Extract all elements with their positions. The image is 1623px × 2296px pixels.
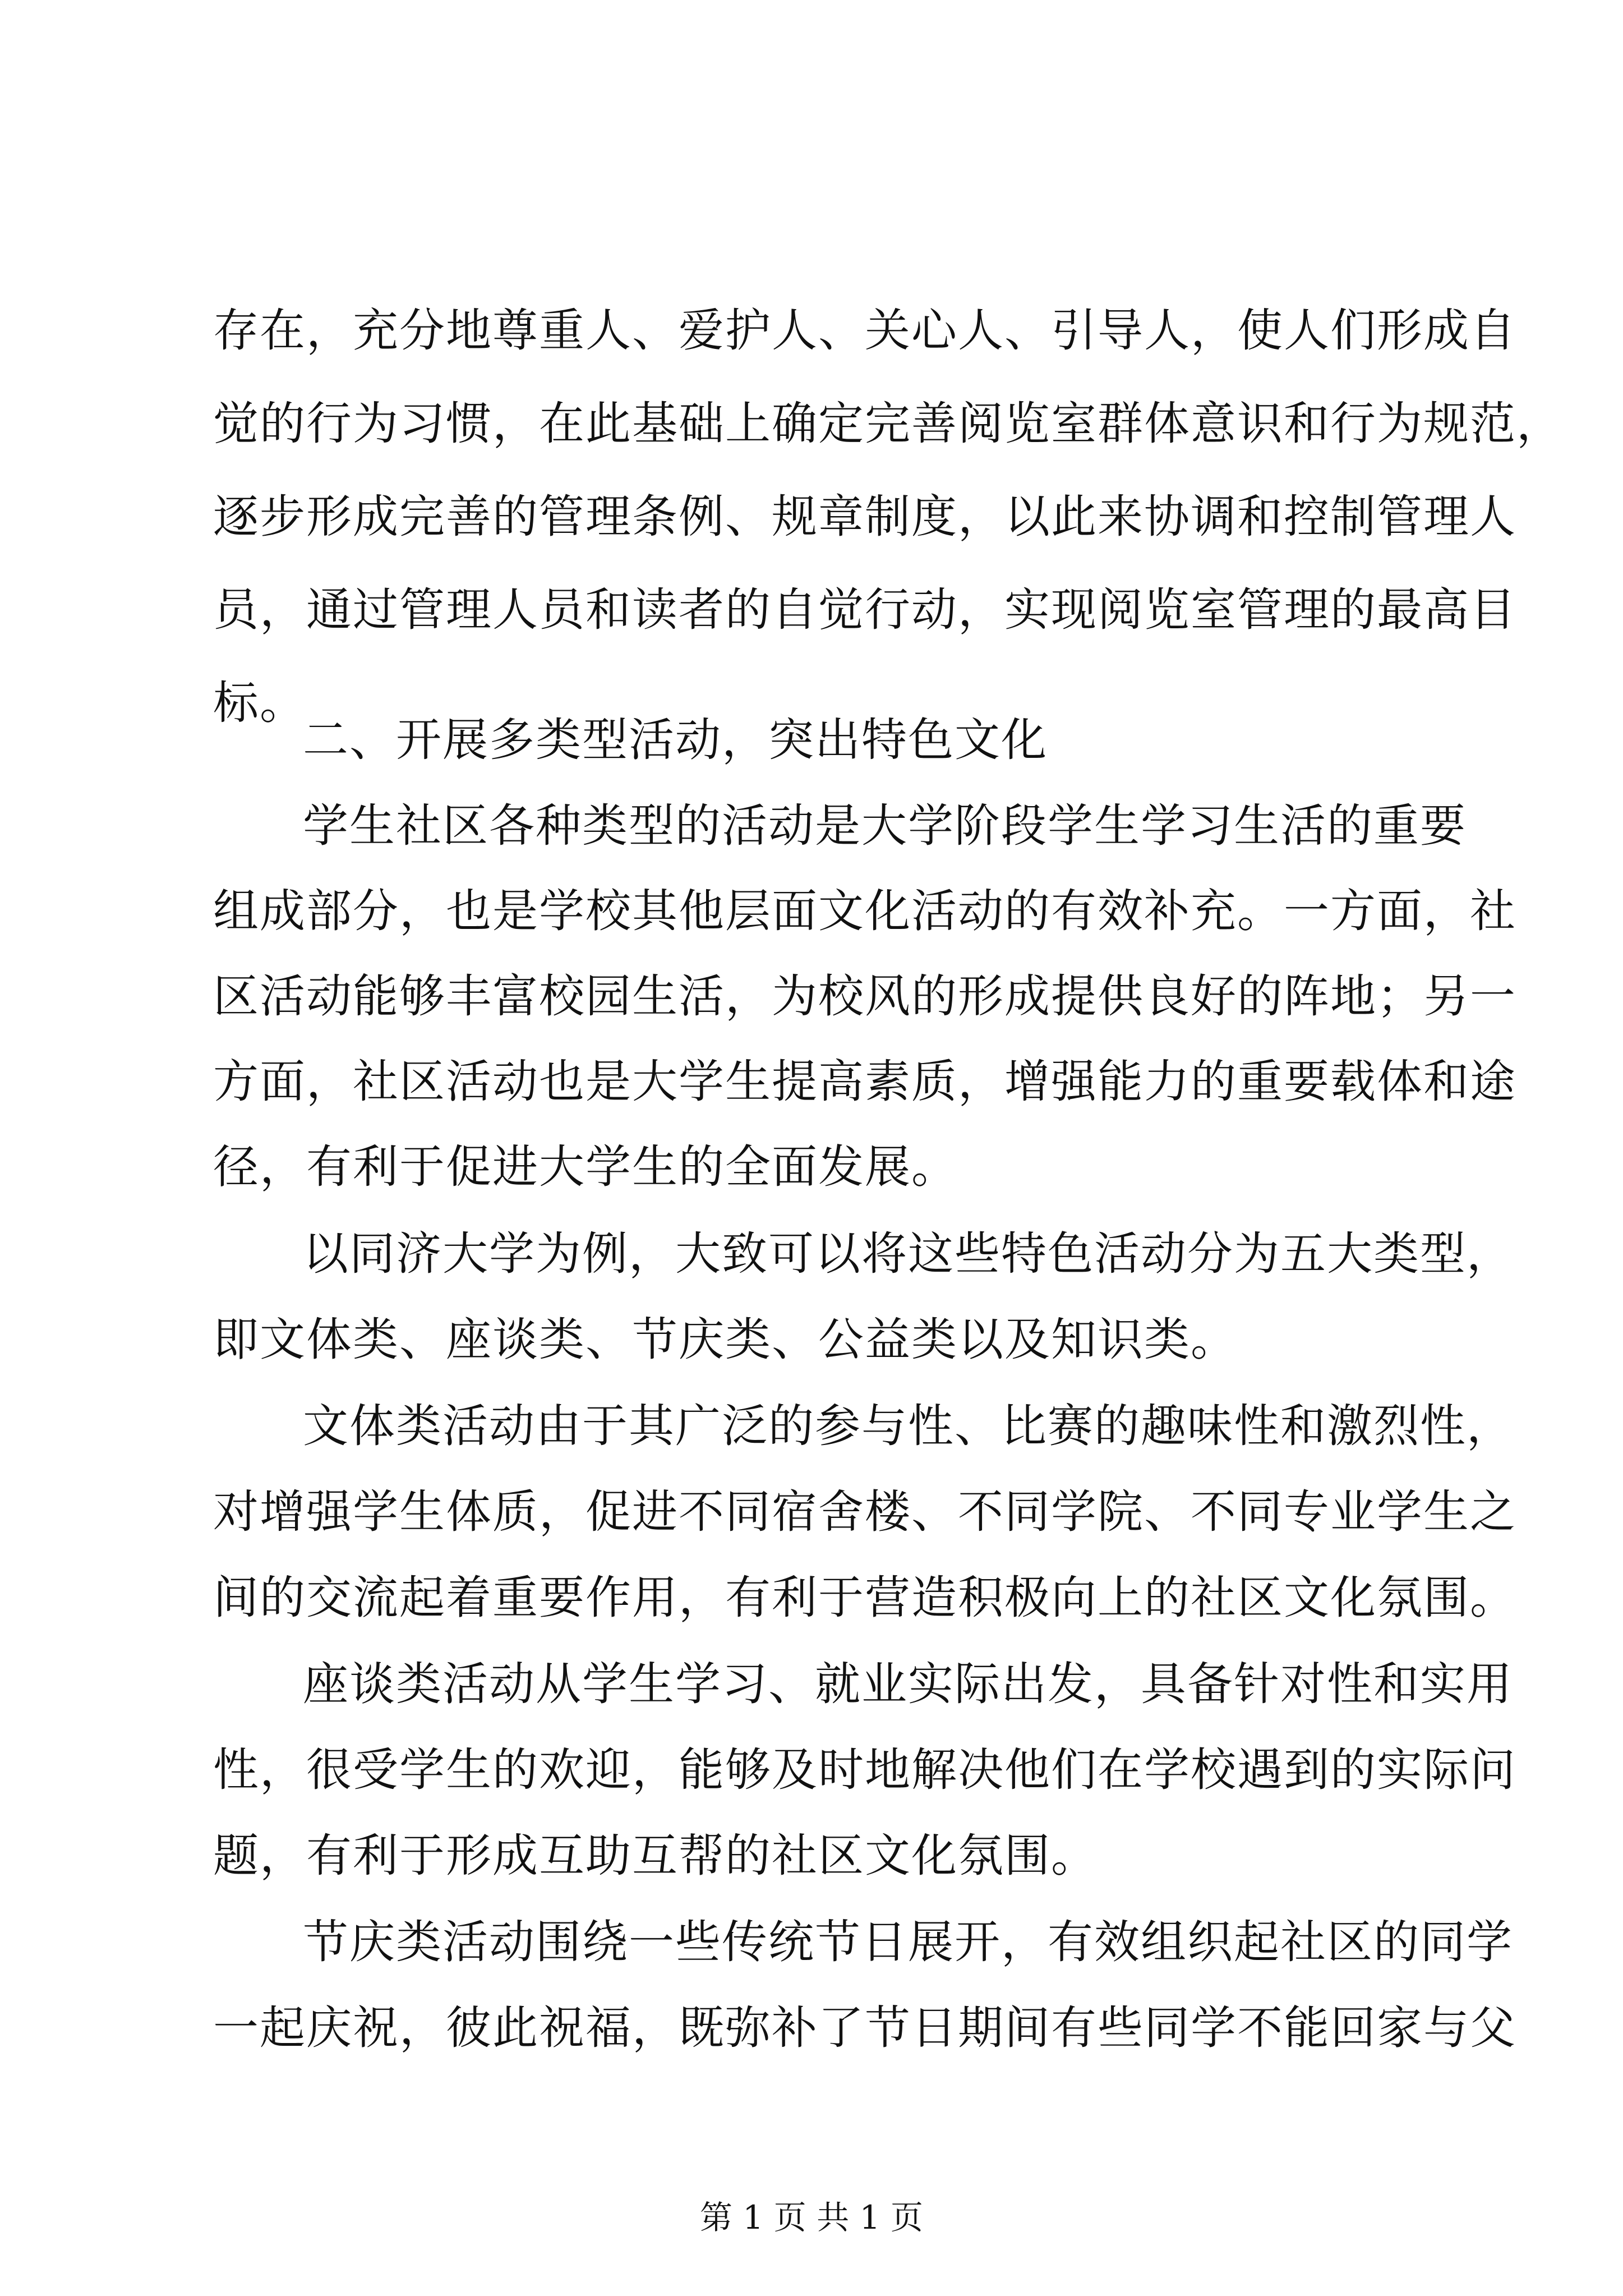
text-line: 题，有利于形成互助互帮的社区文化氛围。	[213, 1830, 1098, 1883]
text-line: 标。	[213, 677, 307, 730]
text-line: 员，通过管理人员和读者的自觉行动，实现阅览室管理的最高目	[213, 584, 1517, 637]
text-line: 存在，充分地尊重人、爱护人、关心人、引导人，使人们形成自	[213, 305, 1517, 357]
text-line: 以同济大学为例，大致可以将这些特色活动分为五大类型，	[303, 1228, 1514, 1281]
text-line: 组成部分，也是学校其他层面文化活动的有效补充。一方面，社	[213, 885, 1517, 938]
text-line: 对增强学生体质，促进不同宿舍楼、不同学院、不同专业学生之	[213, 1486, 1517, 1539]
section-heading: 二、开展多类型活动，突出特色文化	[303, 714, 1048, 767]
text-line: 一起庆祝，彼此祝福，既弥补了节日期间有些同学不能回家与父	[213, 2002, 1517, 2055]
text-line: 逐步形成完善的管理条例、规章制度，以此来协调和控制管理人	[213, 491, 1517, 544]
text-line: 座谈类活动从学生学习、就业实际出发，具备针对性和实用	[303, 1658, 1514, 1711]
text-line: 性，很受学生的欢迎，能够及时地解决他们在学校遇到的实际问	[213, 1744, 1517, 1797]
text-line: 即文体类、座谈类、节庆类、公益类以及知识类。	[213, 1314, 1238, 1366]
text-line: 节庆类活动围绕一些传统节日展开，有效组织起社区的同学	[303, 1916, 1514, 1969]
text-line: 学生社区各种类型的活动是大学阶段学生学习生活的重要	[303, 800, 1467, 853]
text-line: 文体类活动由于其广泛的参与性、比赛的趣味性和激烈性，	[303, 1400, 1514, 1453]
text-line: 间的交流起着重要作用，有利于营造积极向上的社区文化氛围。	[213, 1572, 1517, 1625]
text-line: 觉的行为习惯，在此基础上确定完善阅览室群体意识和行为规范，	[213, 398, 1564, 450]
text-line: 区活动能够丰富校园生活，为校风的形成提供良好的阵地；另一	[213, 970, 1517, 1023]
page-footer: 第 1 页 共 1 页	[700, 2198, 923, 2237]
text-line: 方面，社区活动也是大学生提高素质，增强能力的重要载体和途	[213, 1056, 1517, 1108]
text-line: 径，有利于促进大学生的全面发展。	[213, 1141, 958, 1194]
